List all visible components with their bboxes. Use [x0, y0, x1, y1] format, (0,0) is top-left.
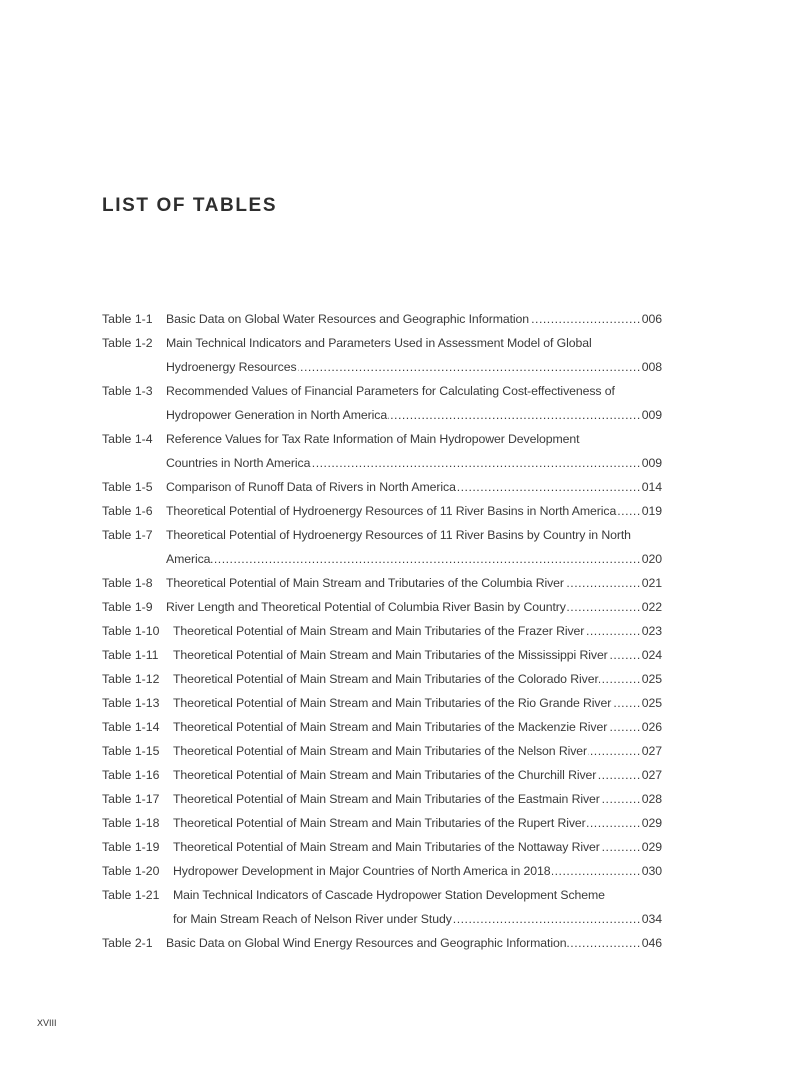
table-title: Main Technical Indicators of Cascade Hydropower Station Development Scheme — [173, 888, 605, 902]
page-reference[interactable]: 009 — [641, 456, 662, 470]
dot-leader — [552, 859, 641, 883]
toc-entry[interactable] — [102, 931, 662, 955]
toc-entry[interactable] — [102, 499, 662, 523]
dot-leader — [588, 739, 641, 763]
table-title: Theoretical Potential of Hydroenergy Resources of 11 River Basins in North America — [166, 504, 617, 518]
dot-leader — [530, 307, 641, 331]
page-reference[interactable]: 046 — [641, 936, 662, 950]
table-title: Theoretical Potential of Hydroenergy Resources of 11 River Basins by Country in North — [166, 528, 631, 542]
toc-entry[interactable] — [102, 475, 662, 499]
toc-entry[interactable] — [102, 523, 662, 571]
list-of-tables — [102, 307, 662, 955]
table-number: Table 1-20 — [102, 864, 160, 878]
entry-line — [102, 379, 662, 403]
table-title: Theoretical Potential of Main Stream and Main Tributaries of the Mississippi River — [173, 648, 608, 662]
entry-line — [102, 859, 662, 883]
table-title: Countries in North America — [166, 456, 311, 470]
dot-leader — [298, 355, 641, 379]
entry-line — [102, 691, 662, 715]
entry-line — [102, 547, 662, 571]
page-reference[interactable]: 021 — [641, 576, 662, 590]
table-number: Table 1-4 — [102, 432, 153, 446]
table-title: Hydropower Development in Major Countries of North America in 2018 — [173, 864, 551, 878]
toc-entry[interactable] — [102, 763, 662, 787]
entry-line — [102, 475, 662, 499]
table-title: Recommended Values of Financial Parameters for Calculating Cost-effectiveness of — [166, 384, 615, 398]
table-title: Theoretical Potential of Main Stream and Main Tributaries of the Eastmain River — [173, 792, 600, 806]
table-title: Theoretical Potential of Main Stream and Main Tributaries of the Frazer River — [173, 624, 585, 638]
toc-entry[interactable] — [102, 811, 662, 835]
table-number: Table 1-16 — [102, 768, 160, 782]
dot-leader — [567, 931, 640, 955]
table-number: Table 1-5 — [102, 480, 153, 494]
entry-line — [102, 739, 662, 763]
dot-leader — [388, 403, 641, 427]
page-reference[interactable]: 022 — [641, 600, 662, 614]
table-number: Table 1-15 — [102, 744, 160, 758]
toc-entry[interactable] — [102, 883, 662, 931]
dot-leader — [609, 643, 641, 667]
table-title: Theoretical Potential of Main Stream and Main Tributaries of the Nottaway River — [173, 840, 600, 854]
toc-entry[interactable] — [102, 787, 662, 811]
page-reference[interactable]: 019 — [641, 504, 662, 518]
toc-entry[interactable] — [102, 739, 662, 763]
page-reference[interactable]: 027 — [641, 744, 662, 758]
page-reference[interactable]: 029 — [641, 816, 662, 830]
toc-entry[interactable] — [102, 715, 662, 739]
page-reference[interactable]: 030 — [641, 864, 662, 878]
page-number: XVIII — [37, 1018, 57, 1028]
entry-line — [102, 331, 662, 355]
dot-leader — [608, 715, 641, 739]
table-number: Table 1-8 — [102, 576, 153, 590]
dot-leader — [601, 787, 641, 811]
table-number: Table 2-1 — [102, 936, 153, 950]
table-title: Comparison of Runoff Data of Rivers in North America — [166, 480, 456, 494]
entry-line — [102, 619, 662, 643]
page-reference[interactable]: 006 — [641, 312, 662, 326]
toc-entry[interactable] — [102, 643, 662, 667]
table-number: Table 1-3 — [102, 384, 153, 398]
toc-entry[interactable] — [102, 619, 662, 643]
table-title: Theoretical Potential of Main Stream and Main Tributaries of the Mackenzie River — [173, 720, 608, 734]
dot-leader — [565, 571, 641, 595]
table-title: Main Technical Indicators and Parameters Used in Assessment Model of Global — [166, 336, 592, 350]
page-title: LIST OF TABLES — [102, 195, 278, 216]
table-title: for Main Stream Reach of Nelson River under Study — [173, 912, 452, 926]
page-reference[interactable]: 023 — [641, 624, 662, 638]
toc-entry[interactable] — [102, 571, 662, 595]
table-number: Table 1-7 — [102, 528, 153, 542]
dot-leader — [457, 475, 641, 499]
toc-entry[interactable] — [102, 859, 662, 883]
table-title: Basic Data on Global Water Resources and Geographic Information — [166, 312, 530, 326]
table-title: Theoretical Potential of Main Stream and Tributaries of the Columbia River — [166, 576, 564, 590]
table-title: Basic Data on Global Wind Energy Resources and Geographic Information — [166, 936, 567, 950]
table-title: River Length and Theoretical Potential of Columbia River Basin by Country — [166, 600, 566, 614]
toc-entry[interactable] — [102, 427, 662, 475]
table-number: Table 1-6 — [102, 504, 153, 518]
table-number: Table 1-12 — [102, 672, 160, 686]
dot-leader — [211, 547, 640, 571]
table-title: Hydropower Generation in North America — [166, 408, 388, 422]
toc-entry[interactable] — [102, 331, 662, 379]
entry-line — [102, 499, 662, 523]
toc-entry[interactable] — [102, 835, 662, 859]
table-number: Table 1-21 — [102, 888, 160, 902]
table-number: Table 1-19 — [102, 840, 160, 854]
dot-leader — [567, 595, 641, 619]
table-title: Theoretical Potential of Main Stream and Main Tributaries of the Nelson River — [173, 744, 588, 758]
page-reference[interactable]: 028 — [641, 792, 662, 806]
dot-leader — [601, 835, 641, 859]
page-reference[interactable]: 026 — [641, 720, 662, 734]
entry-line — [102, 787, 662, 811]
page-reference[interactable]: 008 — [641, 360, 662, 374]
dot-leader — [453, 907, 641, 931]
entry-line — [102, 571, 662, 595]
dot-leader — [587, 811, 641, 835]
table-number: Table 1-11 — [102, 648, 159, 662]
table-title: Theoretical Potential of Main Stream and Main Tributaries of the Rio Grande River — [173, 696, 612, 710]
page-reference[interactable]: 034 — [641, 912, 662, 926]
table-number: Table 1-2 — [102, 336, 153, 350]
page-reference[interactable]: 014 — [641, 480, 662, 494]
entry-line — [102, 643, 662, 667]
table-title: America — [166, 552, 211, 566]
page-reference[interactable]: 009 — [641, 408, 662, 422]
table-title: Theoretical Potential of Main Stream and Main Tributaries of the Colorado River — [173, 672, 599, 686]
table-number: Table 1-9 — [102, 600, 153, 614]
dot-leader — [311, 451, 640, 475]
entry-line — [102, 595, 662, 619]
table-title: Theoretical Potential of Main Stream and Main Tributaries of the Churchill River — [173, 768, 597, 782]
page-reference[interactable]: 020 — [641, 552, 662, 566]
toc-entry[interactable] — [102, 667, 662, 691]
page-reference[interactable]: 024 — [641, 648, 662, 662]
entry-line — [102, 931, 662, 955]
entry-line — [102, 835, 662, 859]
table-number: Table 1-14 — [102, 720, 160, 734]
dot-leader — [597, 763, 641, 787]
table-title: Hydroenergy Resources — [166, 360, 297, 374]
toc-entry[interactable] — [102, 691, 662, 715]
page-reference[interactable]: 025 — [641, 696, 662, 710]
toc-entry[interactable] — [102, 307, 662, 331]
entry-line — [102, 307, 662, 331]
entry-line — [102, 667, 662, 691]
dot-leader — [599, 667, 640, 691]
dot-leader — [585, 619, 641, 643]
table-number: Table 1-18 — [102, 816, 160, 830]
dot-leader — [612, 691, 641, 715]
entry-line — [102, 763, 662, 787]
entry-line — [102, 427, 662, 451]
toc-entry[interactable] — [102, 595, 662, 619]
toc-entry[interactable] — [102, 379, 662, 427]
page-reference[interactable]: 029 — [641, 840, 662, 854]
entry-line — [102, 811, 662, 835]
page-reference[interactable]: 027 — [641, 768, 662, 782]
entry-line — [102, 715, 662, 739]
table-number: Table 1-17 — [102, 792, 160, 806]
dot-leader — [617, 499, 641, 523]
entry-line — [102, 403, 662, 427]
table-number: Table 1-1 — [102, 312, 153, 326]
table-title: Theoretical Potential of Main Stream and Main Tributaries of the Rupert River — [173, 816, 586, 830]
entry-line — [102, 907, 662, 931]
page-reference[interactable]: 025 — [641, 672, 662, 686]
entry-line — [102, 883, 662, 907]
entry-line — [102, 523, 662, 547]
entry-line — [102, 355, 662, 379]
table-number: Table 1-10 — [102, 624, 160, 638]
entry-line — [102, 451, 662, 475]
table-title: Reference Values for Tax Rate Information of Main Hydropower Development — [166, 432, 580, 446]
table-number: Table 1-13 — [102, 696, 160, 710]
